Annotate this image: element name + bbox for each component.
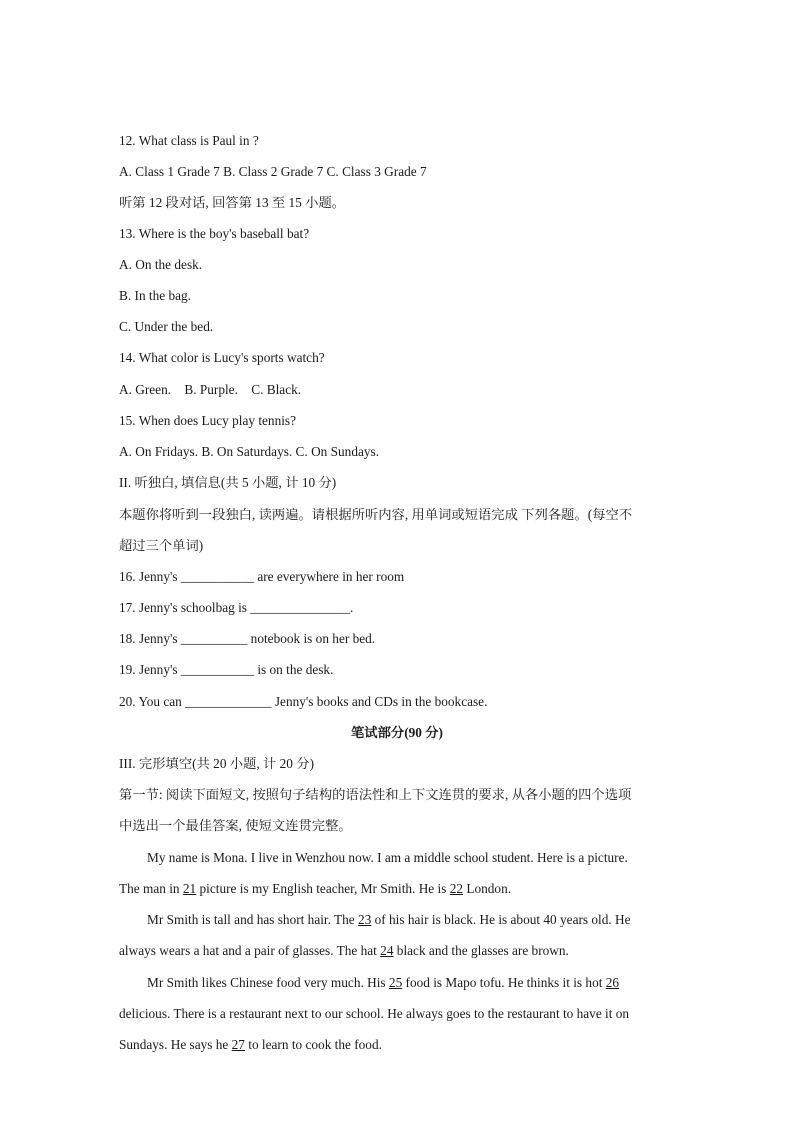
passage-text: Mr Smith likes Chinese food very much. His [147, 975, 389, 990]
question-12-options: A. Class 1 Grade 7 B. Class 2 Grade 7 C. Class 3 Grade 7 [119, 164, 427, 179]
blank-25: 25 [388, 975, 403, 990]
dialog-12-instruction: 听第 12 段对话, 回答第 13 至 15 小题。 [119, 195, 346, 210]
passage-text: to learn to cook the food. [244, 1037, 382, 1052]
part-1-instruction-line-1: 第一节: 阅读下面短文, 按照句子结构的语法性和上下文连贯的要求, 从各小题的四个选项 [119, 787, 632, 802]
blank-27: 27 [231, 1037, 245, 1052]
blank-23: 23 [358, 912, 372, 927]
question-18: 18. Jenny's __________ notebook is on her bed. [119, 631, 376, 646]
question-13-option-a: A. On the desk. [119, 257, 203, 272]
question-15: 15. When does Lucy play tennis? [119, 413, 297, 428]
passage-text: picture is my English teacher, Mr Smith. He is [196, 881, 450, 896]
question-13-option-b: B. In the bag. [119, 288, 192, 303]
question-14: 14. What color is Lucy's sports watch? [119, 350, 325, 365]
passage-paragraph-3-line-1 [147, 975, 707, 991]
question-14-options: A. Green. B. Purple. C. Black. [119, 382, 302, 397]
section-2-instruction-line-1: 本题你将听到一段独白, 读两遍。请根据所听内容, 用单词或短语完成 下列各题。(每空不 [119, 507, 633, 522]
passage-text: London. [463, 881, 512, 896]
passage-paragraph-2-line-2 [119, 943, 679, 959]
passage-paragraph-1-line-1: My name is Mona. I live in Wenzhou now. I am a middle school student. Here is a picture. [147, 850, 628, 865]
passage-paragraph-3-line-3 [119, 1037, 679, 1053]
passage-text: Sundays. He says he [119, 1037, 232, 1052]
question-15-options: A. On Fridays. B. On Saturdays. C. On Sundays. [119, 444, 380, 459]
part-1-instruction-line-2: 中选出一个最佳答案, 使短文连贯完整。 [119, 818, 352, 833]
passage-text: Mr Smith is tall and has short hair. The [147, 912, 359, 927]
question-20: 20. You can _____________ Jenny's books and CDs in the bookcase. [119, 694, 488, 709]
section-2-instruction-line-2: 超过三个单词) [119, 538, 204, 553]
blank-26: 26 [605, 975, 620, 990]
question-13: 13. Where is the boy's baseball bat? [119, 226, 310, 241]
question-16: 16. Jenny's ___________ are everywhere in her room [119, 569, 405, 584]
passage-paragraph-2-line-1 [147, 912, 707, 928]
written-part-title: 笔试部分(90 分) [351, 725, 443, 740]
section-2-heading: II. 听独白, 填信息(共 5 小题, 计 10 分) [119, 475, 337, 490]
question-19: 19. Jenny's ___________ is on the desk. [119, 662, 334, 677]
section-3-heading: III. 完形填空(共 20 小题, 计 20 分) [119, 756, 314, 771]
passage-text: black and the glasses are brown. [393, 943, 569, 958]
passage-paragraph-3-line-2: delicious. There is a restaurant next to our school. He always goes to the restaurant to have it on [119, 1006, 630, 1021]
question-17: 17. Jenny's schoolbag is _______________. [119, 600, 354, 615]
passage-text: of his hair is black. He is about 40 years old. He [371, 912, 631, 927]
blank-22: 22 [449, 881, 464, 896]
blank-24: 24 [380, 943, 394, 958]
passage-text: food is Mapo tofu. He thinks it is hot [402, 975, 606, 990]
question-12: 12. What class is Paul in ? [119, 133, 259, 148]
question-13-option-c: C. Under the bed. [119, 319, 214, 334]
passage-paragraph-1-line-2 [119, 881, 679, 897]
passage-text: The man in [119, 881, 183, 896]
blank-21: 21 [182, 881, 197, 896]
passage-text: always wears a hat and a pair of glasses. The hat [119, 943, 381, 958]
